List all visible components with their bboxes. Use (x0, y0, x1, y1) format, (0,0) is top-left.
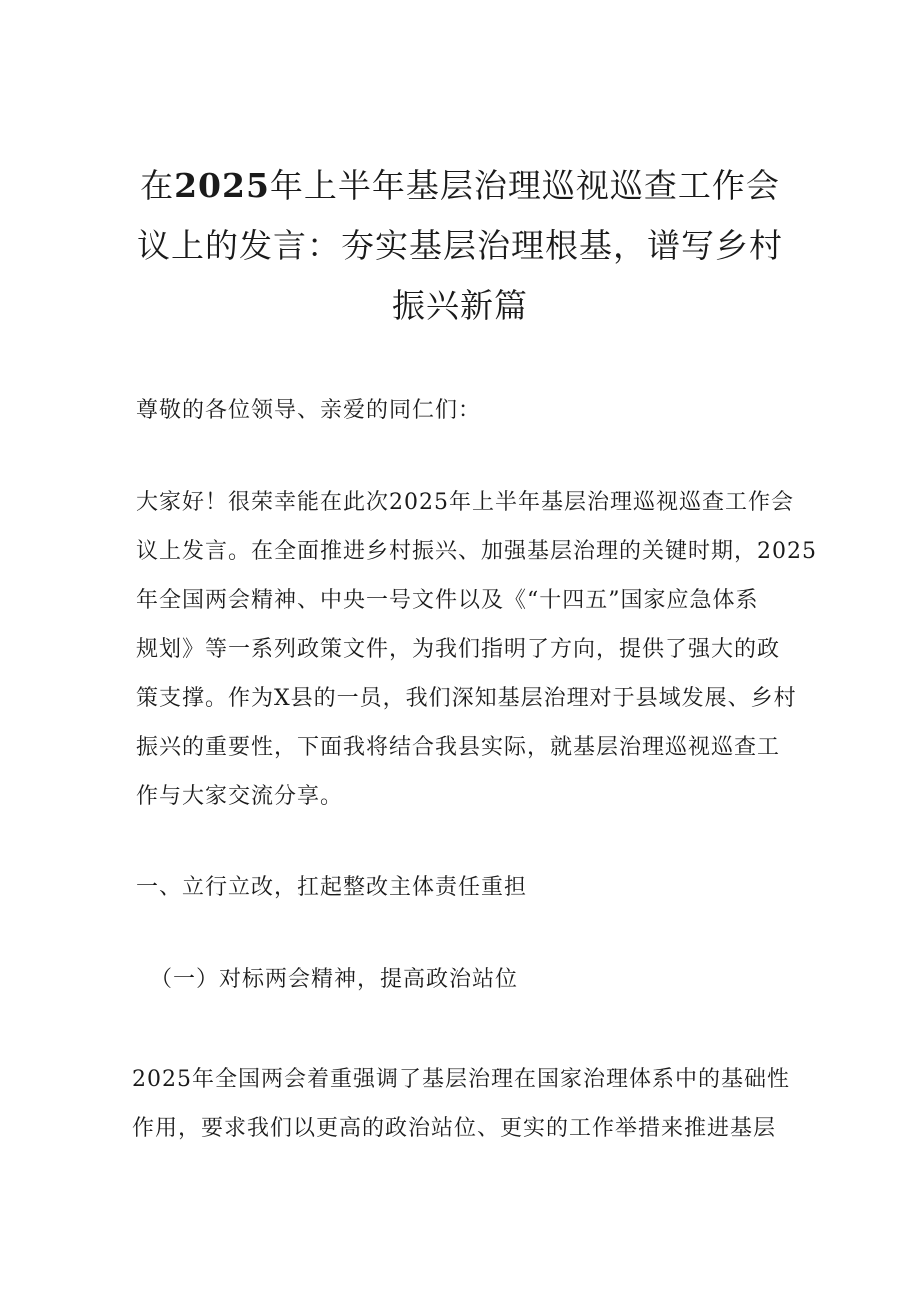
section-heading-1: 一、立行立改，扛起整改主体责任重担 (136, 875, 528, 900)
paragraph-line: 规划》等一系列政策文件，为我们指明了方向，提供了强大的政 (136, 637, 781, 662)
document-title (120, 156, 800, 336)
title-line-2: 议上的发言：夯实基层治理根基，谱写乡村 (137, 226, 783, 266)
paragraph-line: 振兴的重要性，下面我将结合我县实际，就基层治理巡视巡查工 (136, 735, 781, 760)
paragraph-line: 作与大家交流分享。 (136, 784, 344, 809)
paragraph-line: 作用，要求我们以更高的政治站位、更实的工作举措来推进基层 (132, 1116, 777, 1141)
paragraph-line: 年全国两会精神、中央一号文件以及《“十四五”国家应急体系 (136, 588, 759, 613)
paragraph-line: 2025年全国两会着重强调了基层治理在国家治理体系中的基础性 (132, 1067, 790, 1092)
paragraph-line: 策支撑。作为X县的一员，我们深知基层治理对于县域发展、乡村 (136, 686, 797, 711)
title-line-1: 在2025年上半年基层治理巡视巡查工作会 (140, 166, 780, 206)
title-line-3: 振兴新篇 (392, 286, 528, 326)
paragraph-line: 大家好！很荣幸能在此次2025年上半年基层治理巡视巡查工作会 (136, 490, 794, 515)
intro-paragraph (136, 478, 817, 821)
section-paragraph (132, 1055, 792, 1153)
title-year: 2025 (174, 166, 270, 206)
subsection-heading-1: （一）对标两会精神，提高政治站位 (150, 967, 519, 992)
paragraph-line: 议上发言。在全面推进乡村振兴、加强基层治理的关键时期，2025 (136, 539, 817, 564)
salutation: 尊敬的各位领导、亲爱的同仁们： (136, 398, 482, 423)
